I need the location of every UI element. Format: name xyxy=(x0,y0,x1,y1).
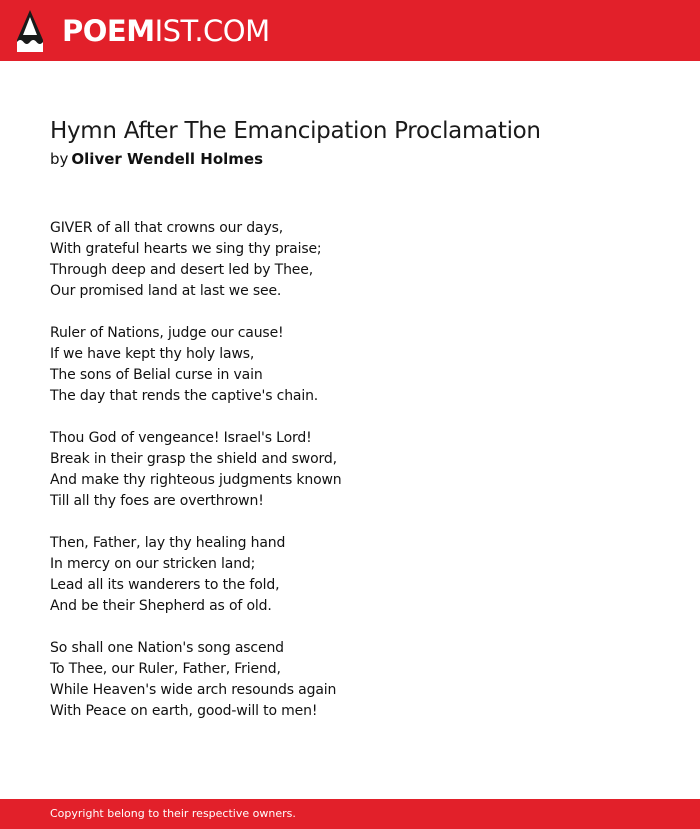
poem-line: And be their Shepherd as of old. xyxy=(50,598,272,614)
poem-line: GIVER of all that crowns our days, xyxy=(50,220,284,236)
poem-line: Till all thy foes are overthrown! xyxy=(50,493,264,509)
copyright-text: Copyright belong to their respective owners. xyxy=(50,807,296,820)
poem-line: While Heaven's wide arch resounds again xyxy=(50,682,337,698)
stanza xyxy=(50,533,342,617)
poem-line: If we have kept thy holy laws, xyxy=(50,346,255,362)
poem-line: Ruler of Nations, judge our cause! xyxy=(50,325,284,341)
pencil-icon[interactable] xyxy=(17,10,43,52)
stanza xyxy=(50,638,342,722)
poem-line: So shall one Nation's song ascend xyxy=(50,640,284,656)
logo-text-bold: POEM xyxy=(62,14,155,48)
by-label: by xyxy=(50,150,69,168)
poem-body xyxy=(50,218,342,743)
poem-author: Oliver Wendell Holmes xyxy=(71,150,264,168)
site-footer xyxy=(0,799,700,829)
poem-line: The sons of Belial curse in vain xyxy=(50,367,263,383)
poem-line: To Thee, our Ruler, Father, Friend, xyxy=(50,661,281,677)
poem-line: Then, Father, lay thy healing hand xyxy=(50,535,286,551)
poem-line: Break in their grasp the shield and sword, xyxy=(50,451,337,467)
poem-byline xyxy=(50,149,263,169)
site-header xyxy=(0,0,700,61)
poem-line: And make thy righteous judgments known xyxy=(50,472,342,488)
poem-line: In mercy on our stricken land; xyxy=(50,556,256,572)
poem-line: Thou God of vengeance! Israel's Lord! xyxy=(50,430,312,446)
poem-line: Lead all its wanderers to the fold, xyxy=(50,577,280,593)
poem-line: With Peace on earth, good-will to men! xyxy=(50,703,318,719)
stanza xyxy=(50,218,342,302)
stanza xyxy=(50,428,342,512)
poem-line: The day that rends the captive's chain. xyxy=(50,388,319,404)
logo-text-light: IST.COM xyxy=(154,14,270,48)
poem-title: Hymn After The Emancipation Proclamation xyxy=(50,118,541,144)
poem-line: With grateful hearts we sing thy praise; xyxy=(50,241,322,257)
poem-line: Our promised land at last we see. xyxy=(50,283,282,299)
poem-line: Through deep and desert led by Thee, xyxy=(50,262,314,278)
site-logo[interactable] xyxy=(62,11,270,51)
stanza xyxy=(50,323,342,407)
